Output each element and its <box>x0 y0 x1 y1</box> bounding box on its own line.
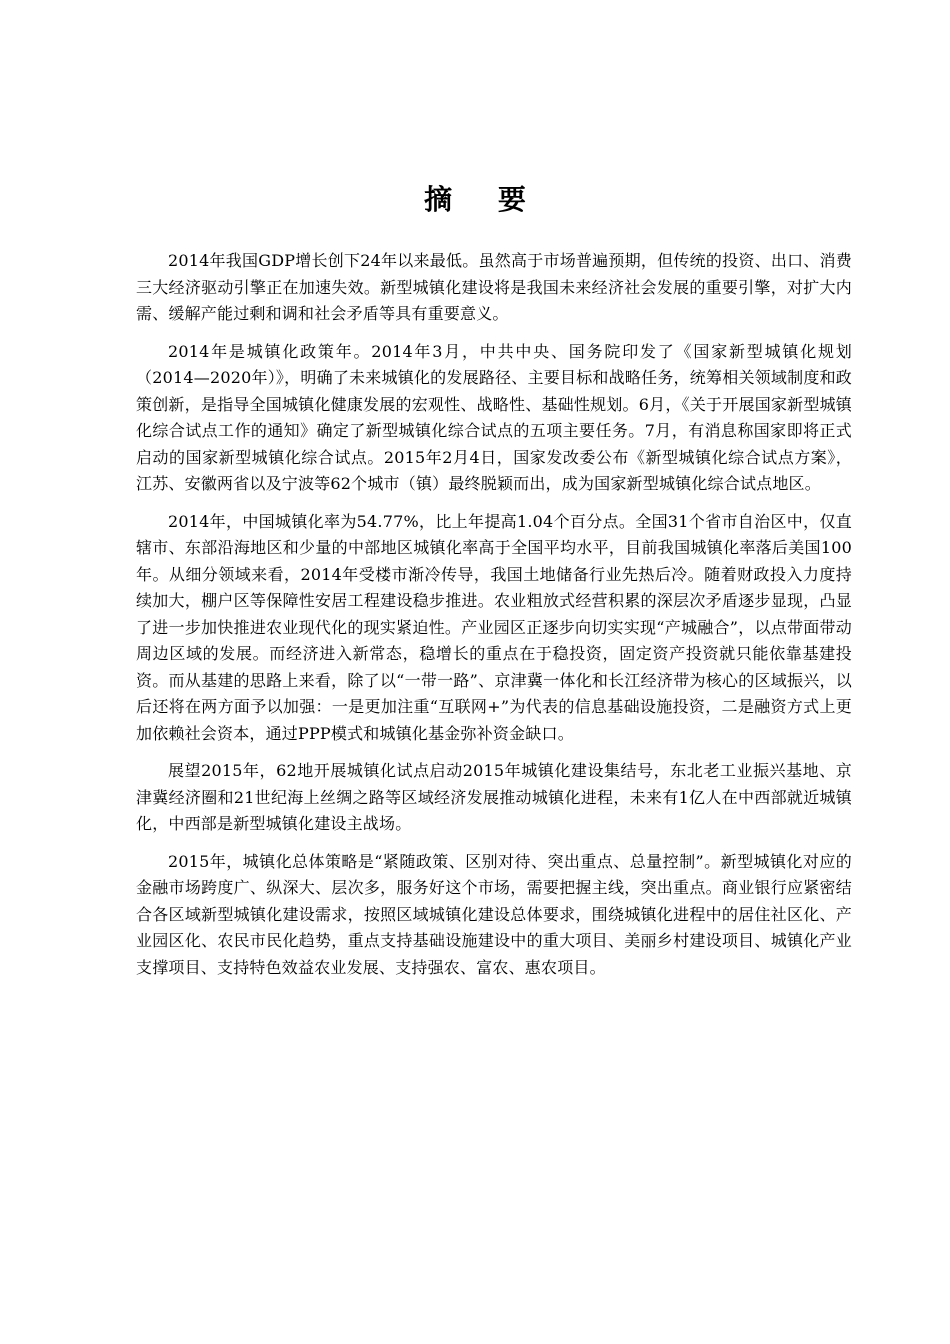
page-title: 摘 要 <box>424 183 544 216</box>
abstract-body <box>136 248 852 992</box>
paragraph-5: 2015年，城镇化总体策略是“紧随政策、区别对待、突出重点、总量控制”。新型城镇化对应的金融市场跨度广、纵深大、层次多，服务好这个市场，需要把握主线，突出重点。商业银行应紧密结合各区域新型城镇化建设需求，按照区域城镇化建设总体要求，围绕城镇化进程中的居住社区化、产业园区化、农民市民化趋势，重点支持基础设施建设中的重大项目、美丽乡村建设项目、城镇化产业支撑项目、支持特色效益农业发展、支持强农、富农、惠农项目。 <box>136 851 852 977</box>
paragraph-4: 展望2015年，62地开展城镇化试点启动2015年城镇化建设集结号，东北老工业振兴基地、京津冀经济圈和21世纪海上丝绸之路等区域经济发展推动城镇化进程，未来有1亿人在中西部就近城镇化，中西部是新型城镇化建设主战场。 <box>136 761 852 833</box>
paragraph-1: 2014年我国GDP增长创下24年以来最低。虽然高于市场普遍预期，但传统的投资、出口、消费三大经济驱动引擎正在加速失效。新型城镇化建设将是我国未来经济社会发展的重要引擎，对扩大内需、缓解产能过剩和调和社会矛盾等具有重要意义。 <box>136 251 852 323</box>
paragraph-3: 2014年，中国城镇化率为54.77%，比上年提高1.04个百分点。全国31个省市自治区中，仅直辖市、东部沿海地区和少量的中部地区城镇化率高于全国平均水平，目前我国城镇化率落后美国100年。从细分领域来看，2014年受楼市渐冷传导，我国土地储备行业先热后冷。随着财政投入力度持续加大，棚户区等保障性安居工程建设稳步推进。农业粗放式经营积累的深层次矛盾逐步显现，凸显了进一步加快推进农业现代化的现实紧迫性。产业园区正逐步向切实实现“产城融合”，以点带面带动周边区域的发展。而经济进入新常态，稳增长的重点在于稳投资，固定资产投资就只能依靠基建投资。而从基建的思路上来看，除了以“一带一路”、京津冀一体化和长江经济带为核心的区域振兴，以后还将在两方面予以加强：一是更加注重“互联网+”为代表的信息基础设施投资，二是融资方式上更加依赖社会资本，通过PPP模式和城镇化基金弥补资金缺口。 <box>136 511 852 743</box>
paragraph-2: 2014年是城镇化政策年。2014年3月，中共中央、国务院印发了《国家新型城镇化规划（2014—2020年）》，明确了未来城镇化的发展路径、主要目标和战略任务，统筹相关领域制度和政策创新，是指导全国城镇化健康发展的宏观性、战略性、基础性规划。6月，《关于开展国家新型城镇化综合试点工作的通知》确定了新型城镇化综合试点的五项主要任务。7月，有消息称国家即将正式启动的国家新型城镇化综合试点。2015年2月4日，国家发改委公布《新型城镇化综合试点方案》，江苏、安徽两省以及宁波等62个城市（镇）最终脱颖而出，成为国家新型城镇化综合试点地区。 <box>136 341 852 493</box>
